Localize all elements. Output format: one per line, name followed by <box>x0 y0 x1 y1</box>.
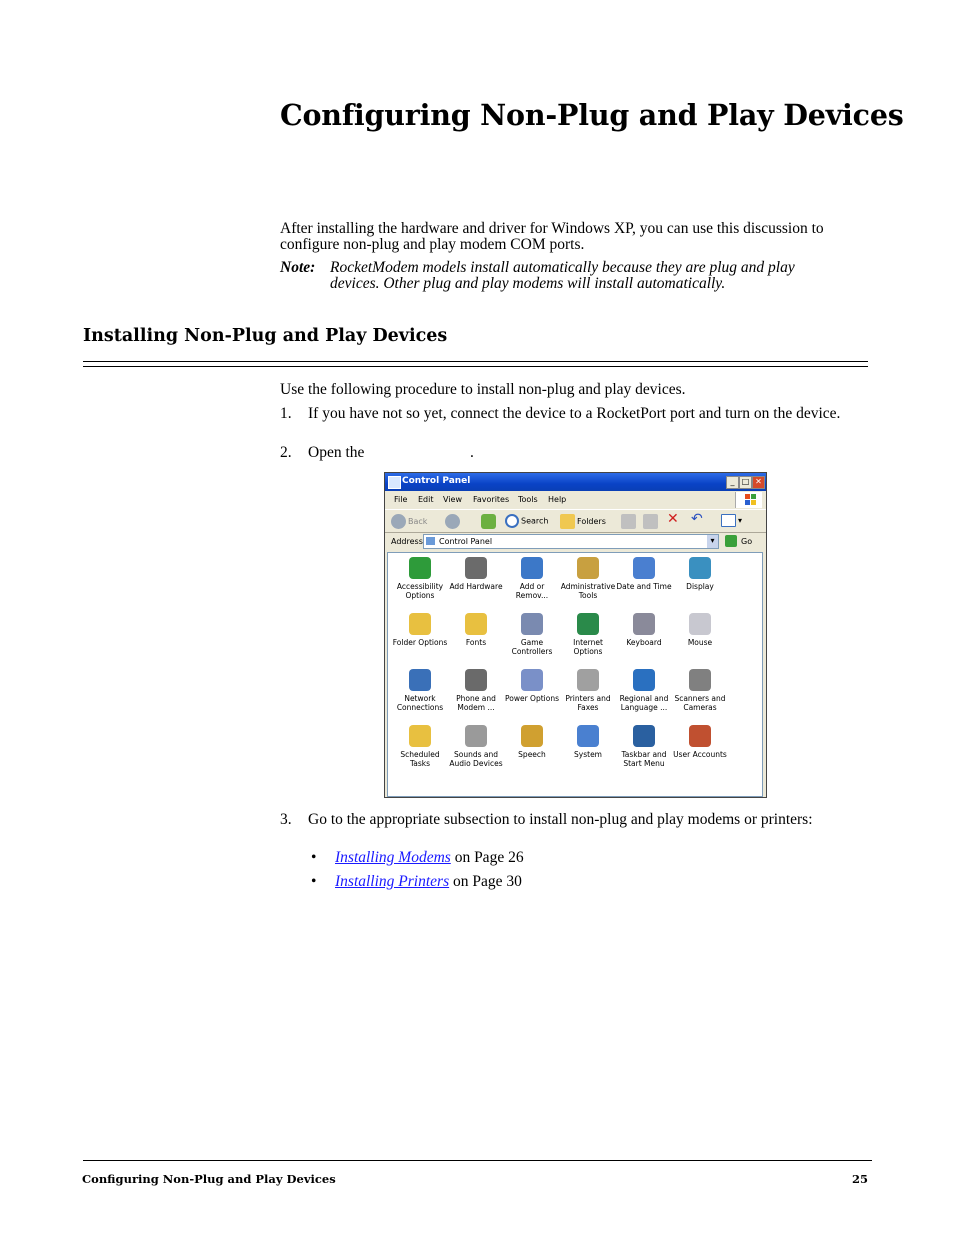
control-panel-item-label: Taskbar and Start Menu <box>621 750 667 768</box>
toolbar <box>385 509 766 533</box>
control-panel-item-icon <box>409 557 431 579</box>
delete-button[interactable] <box>667 511 679 527</box>
step-text: Open the <box>308 444 365 461</box>
control-panel-item-icon <box>465 725 487 747</box>
step-text: If you have not so yet, connect the device to a RocketPort port and turn on the device. <box>308 405 841 422</box>
control-panel-item[interactable] <box>392 557 448 600</box>
control-panel-item[interactable] <box>560 669 616 712</box>
control-panel-item-icon <box>689 725 711 747</box>
menu-view[interactable]: View <box>443 495 462 504</box>
control-panel-item-label: Fonts <box>465 638 487 647</box>
step-number: 1. <box>280 405 292 422</box>
control-panel-item-label: Administrative Tools <box>560 582 616 600</box>
installing-printers-link[interactable]: Installing Printers <box>335 873 450 890</box>
control-panel-item-label: Accessibility Options <box>396 582 444 600</box>
control-panel-item-icon <box>521 725 543 747</box>
control-panel-item[interactable] <box>392 725 448 768</box>
back-button[interactable]: Back <box>391 514 427 529</box>
control-panel-item-icon <box>465 669 487 691</box>
menu-help[interactable]: Help <box>548 495 567 504</box>
control-panel-item-label: Scheduled Tasks <box>400 750 440 768</box>
control-panel-item[interactable] <box>672 669 728 712</box>
control-panel-item-label: Add Hardware <box>449 582 503 591</box>
note-label: Note: <box>280 259 316 276</box>
control-panel-item-icon <box>521 669 543 691</box>
copy-to-icon <box>643 514 658 529</box>
control-panel-item[interactable] <box>616 557 672 591</box>
control-panel-item[interactable] <box>392 613 448 647</box>
control-panel-item[interactable] <box>616 613 672 647</box>
close-button[interactable]: ✕ <box>752 476 765 489</box>
control-panel-item[interactable] <box>448 669 504 712</box>
control-panel-item-icon <box>689 557 711 579</box>
control-panel-item-label: Keyboard <box>626 638 662 647</box>
undo-button[interactable] <box>691 511 703 527</box>
bullet: • <box>311 849 317 866</box>
control-panel-item[interactable] <box>672 557 728 591</box>
control-panel-item-icon <box>465 557 487 579</box>
control-panel-item[interactable] <box>672 613 728 647</box>
control-panel-item-icon <box>409 725 431 747</box>
control-panel-item-icon <box>577 613 599 635</box>
control-panel-item-label: Date and Time <box>616 582 672 591</box>
control-panel-item[interactable] <box>616 669 672 712</box>
control-panel-item-label: Regional and Language ... <box>619 694 669 712</box>
bullet-item: Installing Modems on Page 26 <box>335 849 524 866</box>
control-panel-item-icon <box>409 613 431 635</box>
control-panel-item-label: Power Options <box>505 694 559 703</box>
page-number: 25 <box>852 1172 869 1186</box>
control-panel-item-icon <box>577 669 599 691</box>
bullet-item: Installing Printers on Page 30 <box>335 873 522 890</box>
control-panel-item-label: Phone and Modem ... <box>456 694 496 712</box>
control-panel-item-icon <box>577 557 599 579</box>
control-panel-icon <box>388 476 401 489</box>
control-panel-item[interactable] <box>392 669 448 712</box>
step-number: 2. <box>280 444 292 461</box>
menu-tools[interactable]: Tools <box>518 495 538 504</box>
control-panel-item-label: Sounds and Audio Devices <box>449 750 503 768</box>
folders-button[interactable]: Folders <box>560 514 606 529</box>
control-panel-item-label: Scanners and Cameras <box>674 694 726 712</box>
copy-to-button[interactable] <box>643 514 660 529</box>
menu-file[interactable]: File <box>394 495 408 504</box>
control-panel-item-icon <box>633 725 655 747</box>
control-panel-item-label: Game Controllers <box>511 638 553 656</box>
address-dropdown-button[interactable]: ▾ <box>707 535 718 548</box>
control-panel-item-label: Network Connections <box>396 694 444 712</box>
control-panel-item[interactable] <box>448 613 504 647</box>
control-panel-item-label: Internet Options <box>573 638 603 656</box>
note-text: RocketModem models install automatically because they are plug and play devices. Other plug and play modems will install automatically. <box>330 259 795 292</box>
control-panel-item-label: Display <box>686 582 714 591</box>
menu-edit[interactable]: Edit <box>418 495 434 504</box>
menu-bar <box>385 492 766 508</box>
section-heading: Installing Non-Plug and Play Devices <box>83 326 448 346</box>
search-button[interactable]: Search <box>505 514 548 528</box>
control-panel-item[interactable] <box>560 613 616 656</box>
forward-arrow-icon <box>445 514 460 529</box>
control-panel-item[interactable] <box>560 725 616 759</box>
back-arrow-icon <box>391 514 406 529</box>
views-button[interactable]: ▾ <box>721 514 742 527</box>
title-bar <box>385 473 766 491</box>
up-folder-button[interactable] <box>481 514 498 529</box>
views-icon <box>721 514 736 527</box>
go-arrow-icon[interactable] <box>725 535 737 547</box>
control-panel-item-label: Folder Options <box>392 638 448 647</box>
menu-favorites[interactable]: Favorites <box>473 495 510 504</box>
control-panel-item-icon <box>689 613 711 635</box>
control-panel-item-label: Printers and Faxes <box>565 694 611 712</box>
control-panel-window <box>384 472 767 798</box>
folder-icon <box>560 514 575 529</box>
control-panel-item[interactable] <box>504 557 560 600</box>
search-icon <box>505 514 519 528</box>
control-panel-small-icon <box>426 537 435 545</box>
step-text: Go to the appropriate subsection to install non-plug and play modems or printers: <box>308 811 813 828</box>
move-to-button[interactable] <box>621 514 638 529</box>
go-button[interactable]: Go <box>741 537 753 546</box>
maximize-button[interactable]: □ <box>739 476 752 489</box>
forward-button[interactable] <box>445 514 462 529</box>
control-panel-content <box>387 552 763 797</box>
footer-title: Configuring Non-Plug and Play Devices <box>82 1172 336 1186</box>
window-title: Control Panel <box>402 476 471 486</box>
control-panel-item-label: User Accounts <box>673 750 727 759</box>
control-panel-item[interactable] <box>560 557 616 600</box>
control-panel-item-icon <box>633 557 655 579</box>
address-bar <box>385 533 766 551</box>
control-panel-item[interactable] <box>504 613 560 656</box>
windows-logo-icon <box>735 492 762 508</box>
control-panel-item[interactable] <box>504 669 560 703</box>
footer-rule <box>83 1160 872 1161</box>
control-panel-item-label: Add or Remov... <box>515 582 549 600</box>
undo-icon: ↶ <box>691 511 703 527</box>
control-panel-item-icon <box>633 613 655 635</box>
intro-paragraph: After installing the hardware and driver for Windows XP, you can use this discussion to configure non-plug and play modem COM ports. <box>280 220 824 253</box>
bullet: • <box>311 873 317 890</box>
control-panel-item[interactable] <box>504 725 560 759</box>
control-panel-item[interactable] <box>672 725 728 759</box>
minimize-button[interactable]: _ <box>726 476 739 489</box>
control-panel-item[interactable] <box>448 725 504 768</box>
installing-modems-link[interactable]: Installing Modems <box>335 849 451 866</box>
control-panel-item-icon <box>465 613 487 635</box>
step-number: 3. <box>280 811 292 828</box>
address-label: Address <box>391 537 423 546</box>
control-panel-item-label: Speech <box>518 750 546 759</box>
address-input[interactable]: Control Panel ▾ <box>423 534 719 549</box>
control-panel-item-label: System <box>574 750 602 759</box>
delete-x-icon: ✕ <box>667 511 679 527</box>
page-title: Configuring Non-Plug and Play Devices <box>280 98 904 132</box>
step-suffix: . <box>470 444 474 461</box>
move-to-icon <box>621 514 636 529</box>
control-panel-item-icon <box>633 669 655 691</box>
control-panel-item-label: Mouse <box>687 638 713 647</box>
up-arrow-icon <box>481 514 496 529</box>
control-panel-item[interactable] <box>448 557 504 591</box>
control-panel-item-icon <box>409 669 431 691</box>
section-rule-bottom <box>83 366 868 367</box>
control-panel-item-icon <box>521 557 543 579</box>
control-panel-item-icon <box>689 669 711 691</box>
control-panel-item-icon <box>521 613 543 635</box>
control-panel-item[interactable] <box>616 725 672 768</box>
section-rule-top <box>83 361 868 362</box>
control-panel-item-icon <box>577 725 599 747</box>
procedure-intro: Use the following procedure to install non-plug and play devices. <box>280 381 686 398</box>
